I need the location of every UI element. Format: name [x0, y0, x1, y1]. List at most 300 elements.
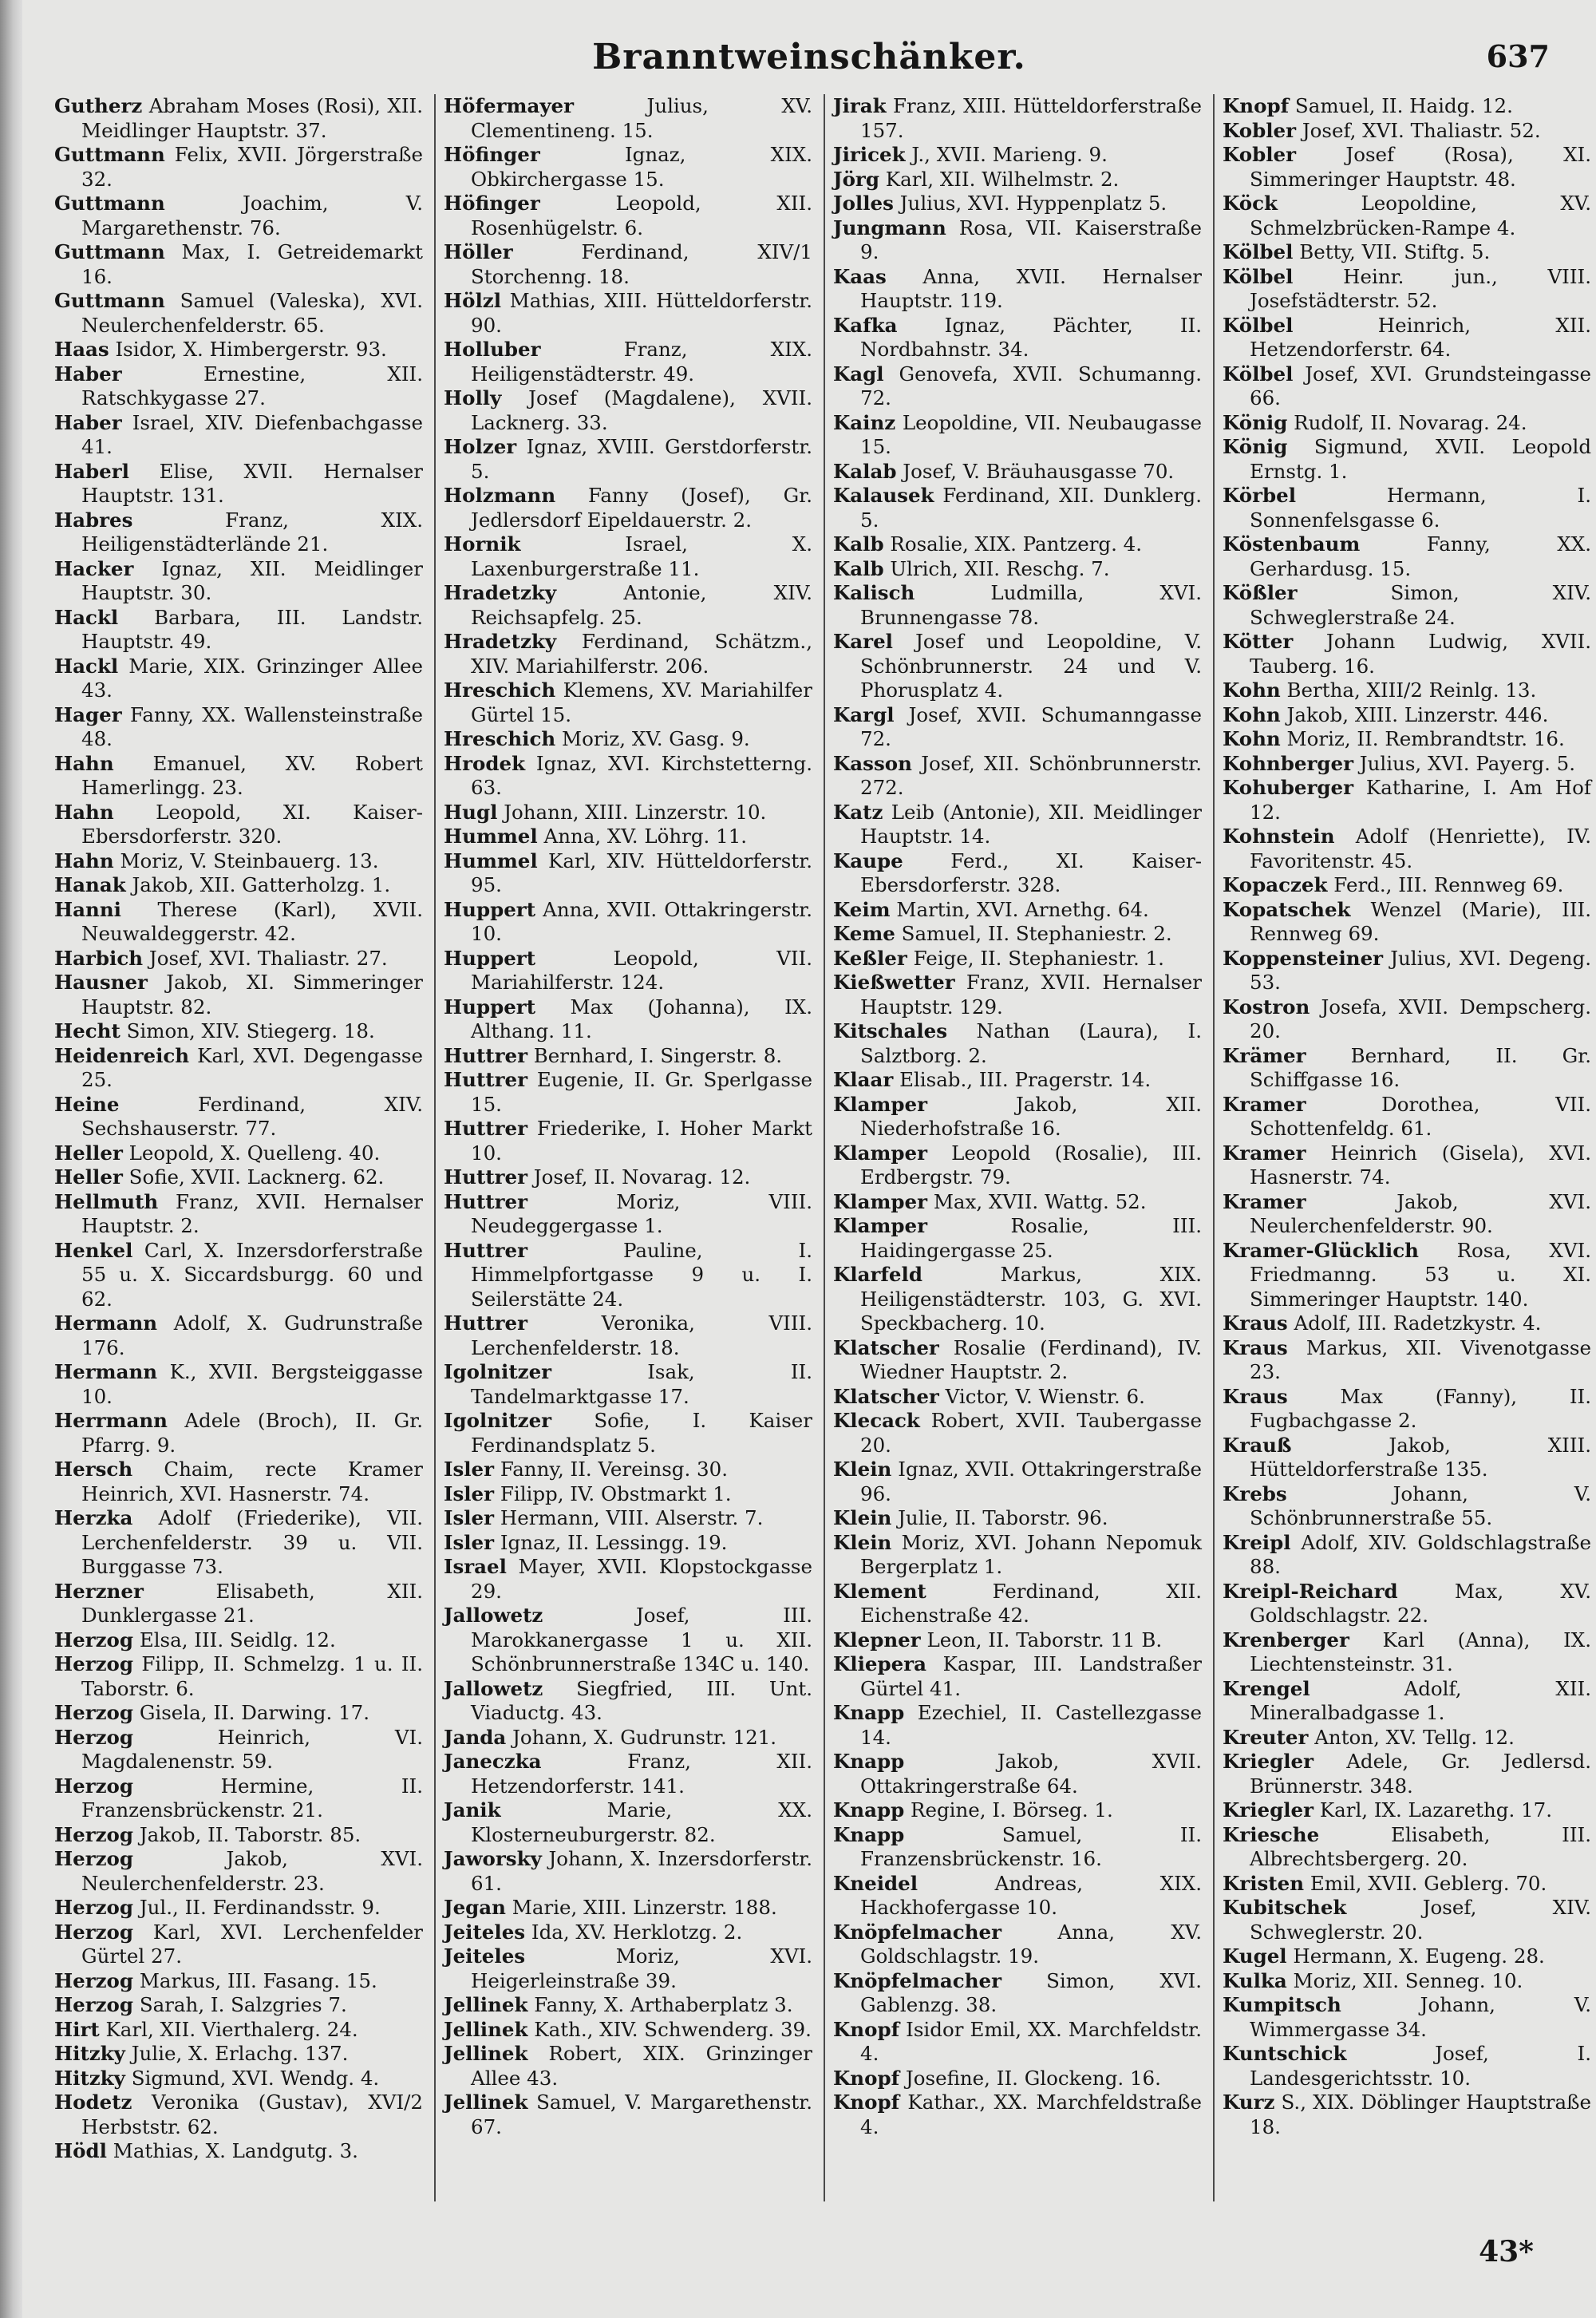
directory-entry [1223, 898, 1591, 947]
entry-surname: Knöpfelmacher [833, 1968, 1002, 1992]
entry-surname: Herrmann [54, 1409, 168, 1432]
directory-entry [1223, 362, 1591, 411]
entry-details: Friederike, I. Hoher Markt 10. [471, 1117, 812, 1165]
directory-entry [54, 947, 423, 971]
directory-entry [833, 1920, 1202, 1969]
entry-details: Johann, V. Wimmergasse 34. [1250, 1993, 1591, 2041]
directory-entry [833, 216, 1202, 265]
directory-entry [833, 971, 1202, 1019]
directory-entry [54, 1896, 423, 1920]
entry-surname: Guttmann [54, 192, 165, 215]
entry-details: J., XVII. Marieng. 9. [911, 143, 1108, 166]
directory-entry [1223, 825, 1591, 873]
entry-details: Kaspar, III. Landstraßer Gürtel 41. [860, 1652, 1202, 1700]
entry-details: Max, I. Getreidemarkt 16. [81, 240, 423, 288]
entry-surname: Haber [54, 410, 122, 434]
entry-surname: Klatscher [833, 1384, 939, 1408]
entry-details: Barbara, III. Landstr. Hauptstr. 49. [81, 605, 423, 653]
directory-entry [1223, 703, 1591, 728]
entry-details: Israel, X. Laxenburgerstraße 11. [471, 532, 812, 580]
entry-surname: Jellinek [444, 2091, 528, 2114]
directory-entry [54, 1190, 423, 1239]
directory-entry [444, 386, 812, 435]
entry-surname: Kölbel [1223, 313, 1294, 337]
signature-mark: 43* [1479, 2235, 1534, 2269]
entry-surname: Kurz [1223, 2091, 1275, 2114]
entry-details: Leopoldine, XV. Schmelzbrücken-Rampe 4. [1250, 192, 1591, 239]
directory-entry [1223, 265, 1591, 314]
entry-surname: Janik [444, 1798, 501, 1822]
entry-details: Hermann, VIII. Alserstr. 7. [500, 1506, 764, 1529]
entry-surname: König [1223, 435, 1288, 458]
column-3 [833, 94, 1202, 2139]
directory-entry [444, 1311, 812, 1360]
entry-details: Julie, X. Erlachg. 137. [131, 2042, 349, 2065]
entry-details: Rosa, VII. Kaiserstraße 9. [860, 216, 1202, 263]
entry-surname: Kagl [833, 362, 884, 386]
entry-details: Johann, X. Gudrunstr. 121. [512, 1725, 777, 1749]
entry-details: Wenzel (Marie), III. Rennweg 69. [1250, 897, 1591, 945]
entry-details: Antonie, XIV. Reichsapfelg. 25. [471, 581, 812, 629]
entry-details: Marie, XIX. Grinzinger Allee 43. [81, 654, 423, 702]
entry-details: Adele, Gr. Jedlersd. Brünnerstr. 348. [1250, 1750, 1591, 1798]
entry-details: Josef, III. Marokkanergasse 1 u. XII. Schönbrunnerstraße 134C u. 140. [471, 1604, 812, 1675]
directory-entry [444, 1506, 812, 1531]
entry-details: Gisela, II. Darwing. 17. [139, 1701, 370, 1724]
entry-details: Isidor, X. Himbergerstr. 93. [115, 338, 387, 361]
entry-surname: Herzog [54, 1993, 134, 2016]
entry-details: Moriz, XV. Gasg. 9. [562, 727, 750, 750]
directory-entry [444, 2042, 812, 2091]
entry-details: Elsa, III. Seidlg. 12. [139, 1628, 336, 1651]
entry-details: Adolf, XIV. Goldschlagstraße 88. [1250, 1530, 1592, 1578]
entry-details: Bernhard, II. Gr. Schiffgasse 16. [1250, 1043, 1591, 1091]
directory-entry [54, 971, 423, 1019]
directory-entry [1223, 1896, 1591, 1944]
entry-details: Sigmund, XVII. Leopold Ernstg. 1. [1250, 435, 1592, 483]
entry-surname: Krämer [1223, 1043, 1306, 1067]
directory-entry [54, 2018, 423, 2043]
entry-details: Ignaz, XIX. Obkirchergasse 15. [471, 143, 812, 191]
entry-details: Feige, II. Stephaniestr. 1. [913, 946, 1164, 970]
entry-details: K., XVII. Bergsteiggasse 10. [81, 1360, 423, 1408]
directory-entry [833, 703, 1202, 752]
directory-entry [444, 1190, 812, 1239]
entry-surname: Jallowetz [444, 1676, 543, 1700]
entry-surname: Hugl [444, 800, 498, 824]
entry-details: Marie, XX. Klosterneuburgerstr. 82. [471, 1798, 812, 1846]
entry-surname: Kitschales [833, 1019, 948, 1042]
directory-entry [833, 922, 1202, 947]
entry-surname: Kraus [1223, 1335, 1288, 1359]
entry-surname: Krebs [1223, 1481, 1287, 1505]
entry-surname: Krenberger [1223, 1628, 1349, 1651]
entry-surname: Höller [444, 240, 513, 263]
entry-details: Rosalie, III. Haidingergasse 25. [860, 1214, 1202, 1262]
entry-surname: Jellinek [444, 2042, 528, 2065]
directory-entry [54, 143, 423, 192]
entry-details: Pauline, I. Himmelpfortgasse 9 u. I. Seilerstätte 24. [471, 1238, 812, 1311]
entry-details: Jakob, XIII. Linzerstr. 446. [1286, 702, 1549, 726]
entry-details: Mayer, XVII. Klopstockgasse 29. [471, 1555, 812, 1603]
entry-details: Josef, I. Landesgerichtsstr. 10. [1250, 2042, 1591, 2090]
entry-details: Ferd., III. Rennweg 69. [1333, 873, 1564, 896]
entry-details: Karl, IX. Lazarethg. 17. [1319, 1798, 1553, 1822]
entry-surname: Hitzky [54, 2066, 125, 2090]
entry-surname: Isler [444, 1530, 495, 1554]
directory-entry [1223, 678, 1591, 703]
entry-surname: Höfinger [444, 192, 540, 215]
directory-entry [1223, 1993, 1591, 2042]
directory-entry [444, 484, 812, 532]
entry-surname: Kobler [1223, 143, 1297, 166]
directory-entry [1223, 1239, 1591, 1312]
directory-entry [54, 1920, 423, 1969]
directory-entry [1223, 192, 1591, 240]
column-divider [1213, 94, 1215, 2201]
entry-surname: Katz [833, 800, 883, 824]
entry-surname: Knopf [1223, 94, 1290, 117]
entry-surname: Isler [444, 1481, 495, 1505]
entry-surname: Hirt [54, 2017, 100, 2041]
directory-entry [833, 411, 1202, 460]
entry-details: Jakob, XII. Gatterholzg. 1. [132, 873, 391, 896]
entry-details: Elise, XVII. Hernalser Hauptstr. 131. [81, 459, 423, 507]
directory-entry [1223, 1093, 1591, 1141]
entry-surname: Jeiteles [444, 1920, 526, 1944]
entry-details: Julius, XVI. Degeng. 53. [1250, 946, 1591, 994]
directory-entry [1223, 630, 1591, 678]
directory-entry [54, 362, 423, 411]
entry-surname: Isler [444, 1458, 495, 1481]
entry-surname: Hummel [444, 848, 538, 872]
directory-entry [833, 1580, 1202, 1628]
entry-surname: Huttrer [444, 1165, 527, 1189]
directory-entry [444, 338, 812, 386]
entry-surname: Holzer [444, 435, 517, 458]
directory-entry [833, 532, 1202, 557]
entry-details: Ignaz, II. Lessingg. 19. [500, 1530, 728, 1554]
entry-details: Adolf (Henriette), IV. Favoritenstr. 45. [1250, 825, 1591, 872]
directory-entry [1223, 1482, 1591, 1531]
entry-surname: Heller [54, 1165, 123, 1189]
entry-details: Kathar., XX. Marchfeldstraße 4. [860, 2091, 1202, 2138]
directory-entry [54, 411, 423, 460]
directory-entry [54, 2067, 423, 2091]
entry-details: Julius, XV. Clementineng. 15. [471, 94, 812, 142]
entry-surname: Knapp [833, 1822, 905, 1846]
entry-details: Anna, XVII. Ottakringerstr. 10. [471, 897, 812, 945]
entry-details: Robert, XVII. Taubergasse 20. [860, 1409, 1202, 1457]
entry-surname: Kasson [833, 751, 912, 775]
entry-surname: Knopf [833, 2066, 900, 2090]
entry-surname: Hager [54, 702, 122, 726]
entry-surname: Hradetzky [444, 581, 557, 604]
directory-entry [444, 1044, 812, 1069]
entry-surname: Körbel [1223, 484, 1297, 507]
directory-entry [833, 1652, 1202, 1701]
entry-surname: Kubitschek [1223, 1896, 1347, 1919]
entry-details: Josef, XII. Schönbrunnerstr. 272. [860, 751, 1202, 799]
directory-entry [444, 1677, 812, 1726]
entry-details: Isak, II. Tandelmarktgasse 17. [471, 1360, 812, 1408]
directory-entry [54, 2091, 423, 2139]
directory-entry [54, 606, 423, 655]
entry-details: Heinr. jun., VIII. Josefstädterstr. 52. [1250, 264, 1592, 312]
directory-entry [833, 1458, 1202, 1506]
directory-entry [1223, 411, 1591, 436]
entry-surname: Jellinek [444, 1993, 528, 2016]
entry-surname: Herzog [54, 1822, 134, 1846]
entry-surname: Kölbel [1223, 362, 1294, 386]
directory-entry [833, 94, 1202, 143]
entry-surname: Hahn [54, 800, 114, 824]
entry-details: Franz, XIX. Heiligenstädterlände 21. [81, 508, 423, 556]
entry-details: Karl, XII. Vierthalerg. 24. [105, 2017, 358, 2041]
entry-details: Jakob, XVII. Ottakringerstraße 64. [860, 1750, 1202, 1798]
directory-entry [444, 2018, 812, 2043]
column-1 [54, 94, 423, 2164]
directory-entry [444, 240, 812, 289]
entry-surname: Kreipl-Reichard [1223, 1579, 1398, 1603]
directory-entry [1223, 1385, 1591, 1434]
entry-surname: Jolles [833, 192, 894, 215]
entry-surname: Igolnitzer [444, 1360, 552, 1383]
entry-surname: Kohn [1223, 727, 1281, 750]
entry-details: Leib (Antonie), XII. Meidlinger Hauptstr. 14. [860, 800, 1202, 848]
directory-entry [444, 898, 812, 947]
entry-surname: Kalb [833, 556, 884, 580]
entry-surname: Knapp [833, 1798, 905, 1822]
directory-entry [444, 1944, 812, 1993]
entry-surname: Holluber [444, 338, 541, 361]
directory-entry [444, 678, 812, 727]
directory-entry [1223, 1677, 1591, 1726]
directory-entry [833, 1336, 1202, 1385]
entry-surname: Kugel [1223, 1944, 1287, 1968]
directory-entry [444, 1165, 812, 1190]
entry-details: Karl, XIV. Hütteldorferstr. 95. [471, 848, 812, 896]
entry-details: Simon, XIV. Schweglerstraße 24. [1250, 581, 1591, 629]
directory-entry [444, 581, 812, 630]
entry-details: Julie, II. Taborstr. 96. [898, 1506, 1108, 1529]
entry-surname: Kohnberger [1223, 751, 1353, 775]
directory-entry [1223, 1044, 1591, 1093]
entry-surname: Knapp [833, 1750, 905, 1773]
entry-surname: Herzog [54, 1628, 134, 1651]
entry-surname: Kafka [833, 313, 898, 337]
directory-entry [833, 2091, 1202, 2139]
directory-entry [444, 532, 812, 581]
entry-surname: Herzog [54, 1847, 134, 1870]
entry-details: Jakob, XVI. Neulerchenfelderstr. 23. [81, 1847, 423, 1895]
entry-details: Katharine, I. Am Hof 12. [1250, 776, 1591, 824]
entry-surname: Krauß [1223, 1433, 1292, 1457]
entry-surname: Isler [444, 1506, 495, 1529]
entry-surname: Klamper [833, 1214, 928, 1237]
directory-entry [833, 265, 1202, 314]
directory-entry [833, 1190, 1202, 1215]
entry-details: Ferdinand, XIV. Sechshauserstr. 77. [81, 1092, 423, 1140]
entry-details: Hermine, II. Franzensbrückenstr. 21. [81, 1774, 423, 1822]
entry-surname: Kramer [1223, 1092, 1306, 1116]
directory-entry [54, 1969, 423, 1994]
directory-entry [1223, 1798, 1591, 1823]
entry-details: Johann, X. Inzersdorferstr. 61. [471, 1847, 812, 1895]
directory-entry [833, 2067, 1202, 2091]
entry-surname: Kohn [1223, 678, 1281, 702]
entry-surname: Igolnitzer [444, 1409, 552, 1432]
directory-entry [833, 1214, 1202, 1263]
directory-entry [444, 289, 812, 338]
directory-entry [54, 1141, 423, 1166]
entry-details: Sarah, I. Salzgries 7. [139, 1993, 347, 2016]
entry-details: Veronika (Gustav), XVI/2 Herbststr. 62. [81, 2091, 423, 2138]
entry-surname: Habres [54, 508, 133, 532]
directory-entry [54, 655, 423, 703]
directory-entry [54, 801, 423, 849]
directory-entry [1223, 1944, 1591, 1969]
entry-details: Ezechiel, II. Castellezgasse 14. [860, 1701, 1202, 1749]
entry-details: Karl (Anna), IX. Liechtensteinstr. 31. [1250, 1628, 1591, 1675]
directory-entry [833, 849, 1202, 898]
directory-entry [444, 849, 812, 898]
entry-details: Julius, XVI. Payerg. 5. [1359, 751, 1576, 775]
directory-entry [54, 1458, 423, 1506]
entry-details: Max, XV. Goldschlagstr. 22. [1250, 1579, 1591, 1627]
entry-details: Sofie, I. Kaiser Ferdinandsplatz 5. [471, 1409, 812, 1457]
entry-surname: Kliepera [833, 1652, 926, 1675]
directory-entry [833, 1093, 1202, 1141]
entry-surname: Jaworsky [444, 1847, 542, 1870]
directory-entry [833, 143, 1202, 168]
entry-surname: Guttmann [54, 289, 165, 312]
entry-details: Franz, XIX. Heiligenstädterstr. 49. [471, 338, 812, 386]
entry-surname: Kainz [833, 410, 896, 434]
entry-details: Leon, II. Taborstr. 11 B. [926, 1628, 1163, 1651]
entry-surname: Henkel [54, 1238, 133, 1262]
directory-entry [444, 1750, 812, 1798]
directory-entry [444, 1993, 812, 2018]
directory-entry [833, 581, 1202, 630]
entry-surname: Köck [1223, 192, 1278, 215]
entry-details: Max (Johanna), IX. Althang. 11. [471, 995, 812, 1042]
entry-surname: Klaar [833, 1068, 894, 1091]
entry-surname: Hödl [54, 2139, 107, 2162]
entry-details: Samuel, II. Haidg. 12. [1294, 94, 1513, 117]
directory-entry [444, 1117, 812, 1165]
entry-details: Jakob, XVI. Neulerchenfelderstr. 90. [1250, 1189, 1591, 1237]
directory-entry [833, 1068, 1202, 1093]
entry-surname: Klein [833, 1530, 892, 1554]
column-divider [434, 94, 436, 2201]
directory-entry [54, 192, 423, 240]
directory-entry [1223, 1872, 1591, 1897]
entry-surname: Kölbel [1223, 264, 1294, 288]
entry-details: Joachim, V. Margarethenstr. 76. [81, 192, 423, 239]
entry-surname: Hodetz [54, 2091, 132, 2114]
directory-entry [444, 1555, 812, 1604]
directory-entry [54, 1311, 423, 1360]
entry-details: Ferd., XI. Kaiser-Ebersdorferstr. 328. [860, 848, 1202, 896]
entry-details: Julius, XVI. Hyppenplatz 5. [899, 192, 1167, 215]
page-number: 637 [1486, 38, 1550, 74]
entry-surname: Herzog [54, 1652, 134, 1675]
entry-surname: Hahn [54, 848, 114, 872]
entry-surname: Hahn [54, 751, 114, 775]
directory-entry [444, 1239, 812, 1312]
entry-surname: Höfinger [444, 143, 540, 166]
entry-surname: Haber [54, 362, 122, 386]
entry-details: Regine, I. Börseg. 1. [911, 1798, 1113, 1822]
directory-entry [1223, 581, 1591, 630]
entry-details: Max (Fanny), II. Fugbachgasse 2. [1250, 1384, 1591, 1432]
entry-details: Abraham Moses (Rosi), XII. Meidlinger Hauptstr. 37. [81, 94, 423, 142]
directory-entry [1223, 1311, 1591, 1336]
entry-details: Ignaz, XVI. Kirchstetterng. 63. [471, 751, 812, 799]
entry-details: Eugenie, II. Gr. Sperlgasse 15. [471, 1068, 812, 1116]
entry-details: Markus, XIX. Heiligenstädterstr. 103, G. XVI. Speckbacherg. 10. [860, 1263, 1202, 1335]
entry-details: Chaim, recte Kramer Heinrich, XVI. Hasnerstr. 74. [81, 1458, 423, 1505]
entry-surname: Klatscher [833, 1335, 939, 1359]
entry-details: Johann, V. Schönbrunnerstraße 55. [1250, 1481, 1591, 1529]
entry-details: Moriz, V. Steinbauerg. 13. [120, 848, 379, 872]
entry-surname: Kölbel [1223, 240, 1294, 263]
directory-entry [444, 2091, 812, 2139]
entry-details: Ignaz, XVII. Ottakringerstraße 96. [860, 1458, 1202, 1505]
entry-details: Karl, XVI. Lerchenfelder Gürtel 27. [81, 1920, 423, 1968]
entry-details: Josef, XVI. Thaliastr. 52. [1302, 118, 1541, 142]
entry-surname: Kriegler [1223, 1798, 1314, 1822]
directory-entry [833, 2018, 1202, 2067]
entry-surname: Karel [833, 630, 893, 653]
directory-entry [444, 1604, 812, 1677]
directory-entry [444, 630, 812, 678]
entry-surname: Kristen [1223, 1871, 1305, 1895]
entry-details: Fanny, X. Arthaberplatz 3. [534, 1993, 793, 2016]
entry-surname: Kalb [833, 532, 884, 556]
entry-surname: Kalab [833, 459, 897, 483]
entry-details: Leopold, XII. Rosenhügelstr. 6. [471, 192, 812, 239]
directory-entry [54, 1993, 423, 2018]
entry-surname: Harbich [54, 946, 144, 970]
entry-surname: Hitzky [54, 2042, 125, 2065]
directory-entry [1223, 2042, 1591, 2091]
entry-details: Adolf (Friederike), VII. Lerchenfelderstr. 39 u. VII. Burggasse 73. [81, 1506, 423, 1578]
directory-entry [1223, 2091, 1591, 2139]
entry-surname: Janeczka [444, 1750, 542, 1773]
entry-details: Siegfried, III. Unt. Viaductg. 43. [471, 1676, 812, 1724]
entry-surname: Klamper [833, 1092, 928, 1116]
entry-surname: Klepner [833, 1628, 921, 1651]
directory-entry [1223, 143, 1591, 192]
directory-entry [1223, 1969, 1591, 1994]
entry-surname: Kötter [1223, 630, 1294, 653]
directory-entry [444, 752, 812, 801]
entry-details: Ida, XV. Herklotzg. 2. [531, 1920, 743, 1944]
entry-surname: Hreschich [444, 678, 556, 702]
directory-entry [833, 1823, 1202, 1872]
entry-surname: Hermann [54, 1360, 158, 1383]
directory-entry [54, 289, 423, 338]
directory-entry [54, 557, 423, 606]
entry-surname: Kaupe [833, 848, 903, 872]
directory-entry [444, 1360, 812, 1409]
entry-surname: Kriesche [1223, 1822, 1320, 1846]
entry-details: Ignaz, XVIII. Gerstdorferstr. 5. [471, 435, 812, 483]
directory-entry [444, 1920, 812, 1945]
entry-details: Rosa, XVI. Friedmanng. 53 u. XI. Simmeringer Hauptstr. 140. [1250, 1238, 1591, 1311]
